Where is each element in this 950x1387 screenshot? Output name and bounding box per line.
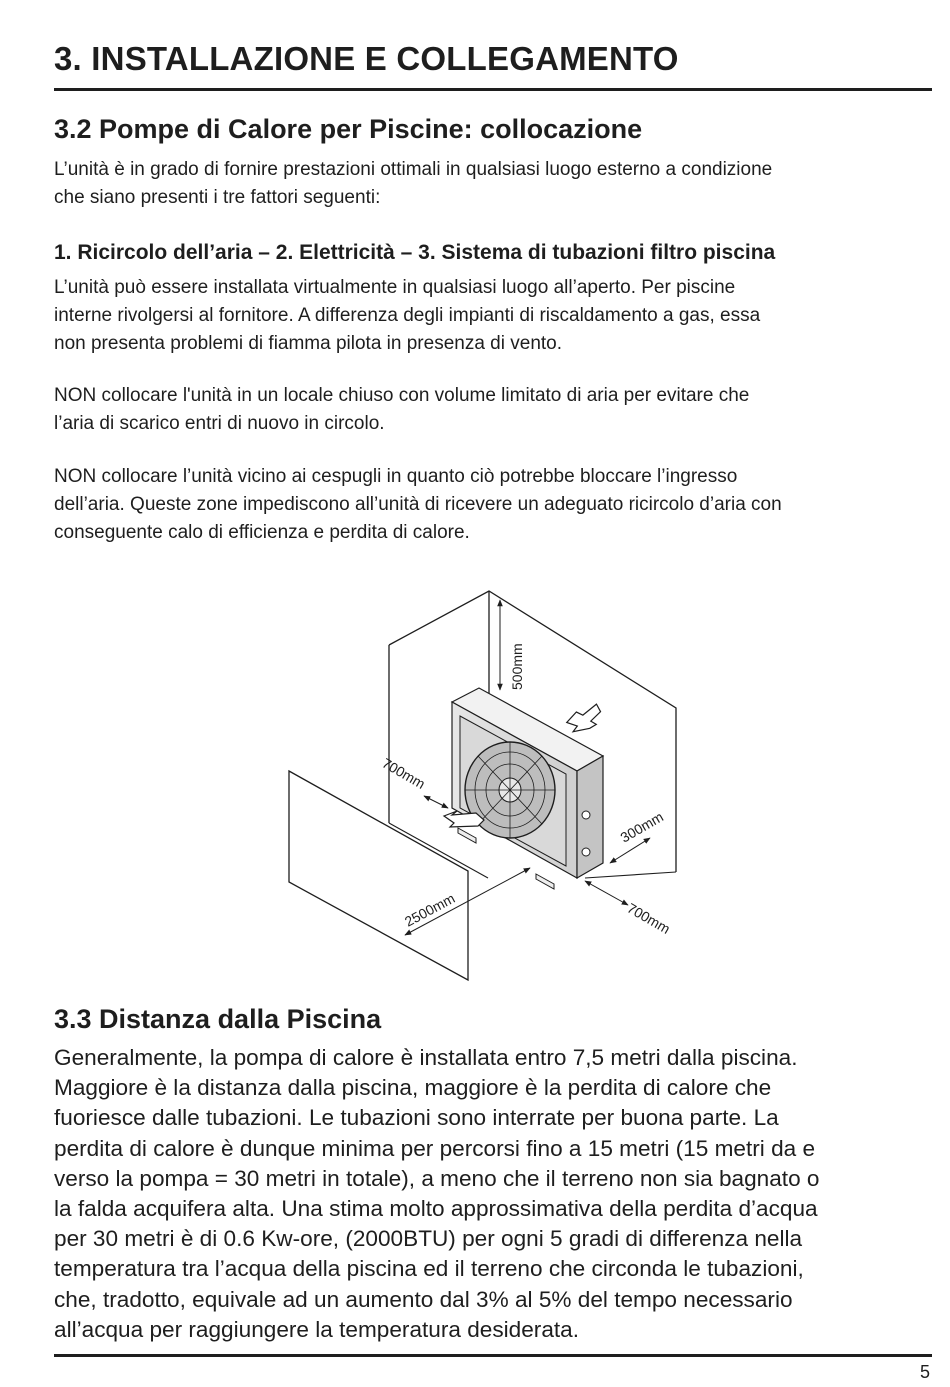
chapter-title: 3. INSTALLAZIONE E COLLEGAMENTO [54, 40, 679, 77]
text-line: che siano presenti i tre fattori seguenti: [54, 187, 381, 208]
text-line: fuoriesce dalle tubazioni. Le tubazioni sono interrate per buona parte. La [54, 1105, 779, 1131]
text-line: Generalmente, la pompa di calore è installata entro 7,5 metri dalla piscina. [54, 1045, 798, 1070]
paragraph-2 [54, 382, 934, 438]
dim-label-front: 2500mm [401, 889, 458, 930]
text-line: perdita di calore è dunque minima per percorsi fino a 15 metri (15 metri da e [54, 1135, 816, 1161]
section-3-3-title: 3.3 Distanza dalla Piscina [54, 1004, 382, 1034]
text-line: verso la pompa = 30 metri in totale), a meno che il terreno non sia bagnato o [54, 1165, 820, 1191]
text-line: NON collocare l’unità vicino ai cespugli in quanto ciò potrebbe bloccare l’ingresso [54, 466, 738, 487]
section-3-2-intro [54, 156, 934, 212]
dim-label-right-bottom: 700mm [624, 899, 673, 937]
section-3-2-title: 3.2 Pompe di Calore per Piscine: collocazione [54, 114, 643, 144]
footer-rule [54, 1354, 932, 1357]
dim-label-top: 500mm [509, 643, 525, 690]
text-line: L’unità può essere installata virtualmente in qualsiasi luogo all’aperto. Per piscine [54, 277, 736, 298]
front-wall [289, 771, 468, 980]
title-rule [54, 88, 932, 91]
text-line: L’unità è in grado di fornire prestazioni ottimali in qualsiasi luogo esterno a condizione [54, 159, 773, 180]
text-line: interne rivolgersi al fornitore. A differenza degli impianti di riscaldamento a gas, essa [54, 305, 761, 326]
text-line: l’aria di scarico entri di nuovo in circolo. [54, 413, 385, 434]
text-line: conseguente calo di efficienza e perdita di calore. [54, 522, 470, 543]
paragraph-3 [54, 463, 934, 547]
section-3-2-subtitle: 1. Ricircolo dell’aria – 2. Elettricità – 3. Sistema di tubazioni filtro piscina [54, 241, 776, 264]
text-line: per 30 metri è di 0.6 Kw-ore, (2000BTU) per ogni 5 gradi di differenza nella [54, 1226, 803, 1252]
text-line: Maggiore è la distanza dalla piscina, maggiore è la perdita di calore che [54, 1075, 772, 1101]
page-number: 5 [919, 1362, 930, 1382]
text-line: che, tradotto, equivale ad un aumento dal 3% al 5% del tempo necessario [54, 1286, 793, 1312]
airflow-in-arrow-icon [565, 698, 603, 732]
text-line: non presenta problemi di fiamma pilota in presenza di vento. [54, 333, 563, 354]
text-line: dell’aria. Queste zone impediscono all’unità di ricevere un adeguato ricircolo d’aria con [54, 494, 782, 515]
text-line: NON collocare l'unità in un locale chiuso con volume limitato di aria per evitare che [54, 385, 750, 406]
dim-label-left: 700mm [379, 754, 428, 792]
text-line: temperatura tra l’acqua della piscina ed il terreno che circonda le tubazioni, [54, 1256, 804, 1282]
text-line: la falda acquifera alta. Una stima molto approssimativa della perdita d’acqua [54, 1196, 818, 1222]
clearance-diagram [270, 580, 710, 1000]
text-line: all’acqua per raggiungere la temperatura desiderata. [54, 1316, 580, 1342]
paragraph-1 [54, 274, 934, 358]
dim-label-right-side: 300mm [617, 808, 666, 846]
section-3-3-body [54, 1043, 934, 1345]
